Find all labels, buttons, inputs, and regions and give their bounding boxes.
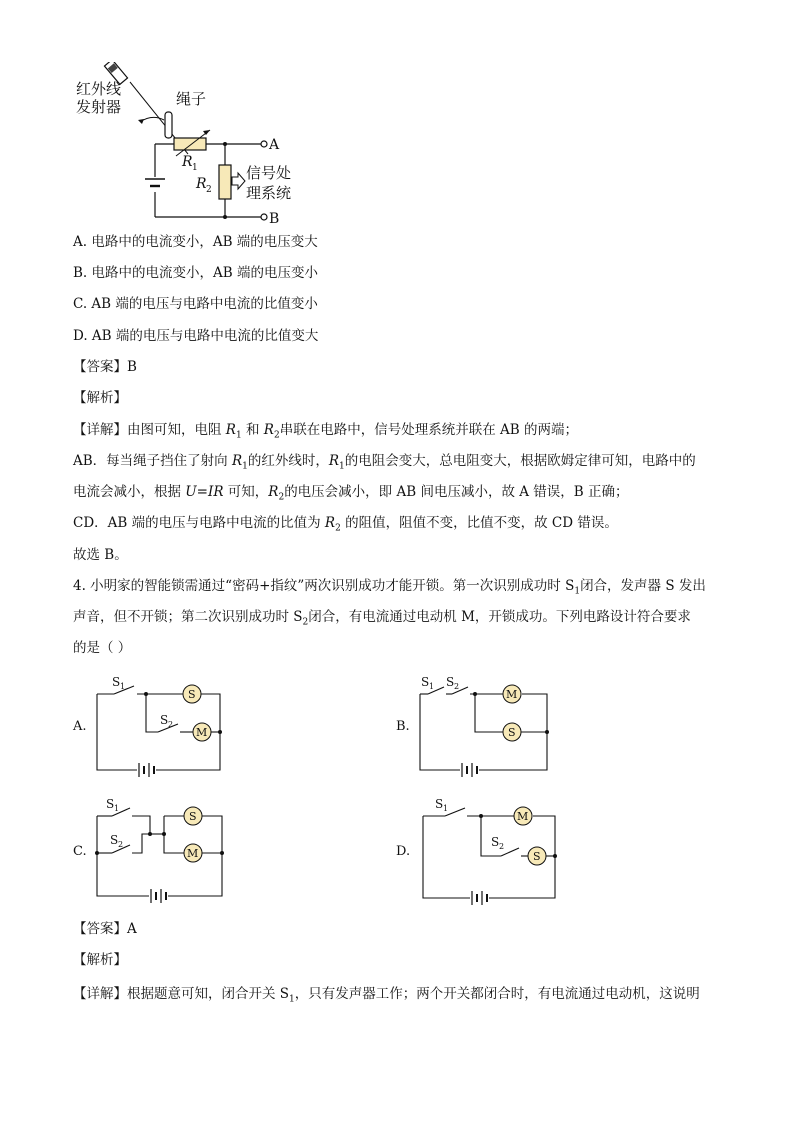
circuit-c-diagram <box>92 794 232 904</box>
motor-label: M <box>517 810 529 823</box>
rope-label: 绳子 <box>176 90 207 108</box>
symbol-sub: 2 <box>273 430 280 441</box>
q4-line-3: 的是（ ） <box>73 640 132 656</box>
r2-label: R <box>196 176 207 192</box>
detail-text: 电流会减小，根据 <box>73 484 186 500</box>
signal-label-2: 理系统 <box>246 184 292 202</box>
circuit-d-diagram <box>415 794 565 906</box>
detail-line-5: 故选 B。 <box>73 547 128 563</box>
symbol-r: R <box>225 422 236 438</box>
motor-label: M <box>196 726 208 739</box>
terminal-a-label: A <box>269 137 280 153</box>
switch-label: S <box>421 675 430 689</box>
r2-sub: 2 <box>206 185 212 195</box>
option-b: B. 电路中的电流变小，AB 端的电压变小 <box>73 265 318 281</box>
answer-value: B <box>127 359 137 375</box>
detail-line-1 <box>73 420 578 446</box>
emitter-label-1: 红外线 <box>76 80 122 98</box>
resistor-r2-icon <box>219 165 231 199</box>
detail-text: AB．每当绳子挡住了射向 <box>73 453 232 469</box>
switch-label: S <box>160 713 169 727</box>
terminal-b-label: B <box>269 211 280 227</box>
detail-line-4 <box>73 513 618 539</box>
circuit-b-label: B. <box>396 719 410 734</box>
detail-text: 串联在电路中，信号处理系统并联在 AB 的两端； <box>279 422 578 438</box>
switch-sub: 1 <box>429 682 435 691</box>
detail-text: 可知， <box>223 484 269 500</box>
switch-label: S <box>110 833 119 847</box>
symbol-sub: 2 <box>302 617 309 628</box>
detail-line-2 <box>73 451 696 477</box>
sounder-label: S <box>533 850 541 863</box>
r1-sub: 1 <box>192 163 198 173</box>
option-a: A. 电路中的电流变小，AB 端的电压变大 <box>73 234 318 250</box>
switch-label: S <box>446 675 455 689</box>
sounder-label: S <box>188 688 196 701</box>
switch-sub: 2 <box>118 840 124 849</box>
detail-label: 【详解】 <box>73 986 127 1002</box>
symbol-sub: 1 <box>289 994 295 1005</box>
detail-text: 的电压会减小，即 AB 间电压减小，故 A 错误，B 正确； <box>284 484 629 500</box>
sounder-label: S <box>508 726 516 739</box>
symbol-r: R <box>231 453 243 469</box>
symbol-r: R <box>324 515 336 531</box>
detail-label: 【详解】 <box>73 422 127 438</box>
resistor-r1-icon <box>174 138 206 150</box>
switch-label: S <box>112 675 121 689</box>
answer-q4 <box>73 919 137 939</box>
switch-sub: 1 <box>443 804 449 813</box>
q4-text: 声音，但不开锁；第二次识别成功时 S <box>73 609 303 625</box>
r1-label: R <box>182 154 193 170</box>
option-c: C. AB 端的电压与电路中电流的比值变小 <box>73 296 318 312</box>
analysis-label: 【解析】 <box>73 390 127 406</box>
switch-sub: 1 <box>114 804 120 813</box>
answer-label: 【答案】 <box>73 921 127 937</box>
symbol-sub: 1 <box>242 461 248 472</box>
symbol-sub: 1 <box>574 586 581 597</box>
q4-text: 闭合，发声器 S 发出 <box>580 578 706 594</box>
signal-arrow-icon <box>232 173 245 189</box>
circuit-b-diagram <box>415 672 555 777</box>
detail-q4-line-1 <box>73 984 700 1010</box>
symbol-sub: 1 <box>339 461 345 472</box>
switch-sub: 1 <box>120 682 126 691</box>
detail-text: 和 <box>241 422 264 438</box>
detail-text: 的电阻会变大，总电阻变大，根据欧姆定律可知，电路中的 <box>344 453 696 469</box>
q4-line-2 <box>73 607 691 633</box>
detail-text: 由图可知，电阻 <box>127 422 226 438</box>
q4-line-1 <box>73 576 706 602</box>
switch-label: S <box>106 797 115 811</box>
detail-text: ，只有发声器工作；两个开关都闭合时，有电流通过电动机，这说明 <box>294 986 700 1002</box>
symbol-sub: 1 <box>235 430 242 441</box>
detail-text: CD．AB 端的电压与电路中电流的比值为 <box>73 515 325 531</box>
symbol-r: R <box>328 453 340 469</box>
q4-text: 闭合，有电流通过电动机 M，开锁成功。下列电路设计符合要求 <box>308 609 691 625</box>
option-d: D. AB 端的电压与电路中电流的比值变大 <box>73 328 319 344</box>
analysis-label-q4: 【解析】 <box>73 952 127 968</box>
rope-icon <box>165 112 172 138</box>
emitter-label-2: 发射器 <box>76 98 122 116</box>
detail-text: 根据题意可知，闭合开关 S <box>127 986 290 1002</box>
switch-sub: 2 <box>454 682 460 691</box>
motor-label: M <box>187 847 199 860</box>
infrared-circuit-diagram <box>70 62 310 232</box>
detail-line-3 <box>73 482 628 508</box>
circuit-a-label: A. <box>73 719 87 734</box>
signal-label-1: 信号处 <box>246 164 292 182</box>
circuit-d-label: D. <box>396 844 411 859</box>
detail-text: 的阻值，阻值不变，比值不变，故 CD 错误。 <box>340 515 618 531</box>
answer-value: A <box>127 921 137 937</box>
switch-label: S <box>491 835 500 849</box>
switch-sub: 2 <box>168 720 174 729</box>
formula: U=IR <box>185 484 224 500</box>
switch-label: S <box>435 797 444 811</box>
answer-label: 【答案】 <box>73 359 127 375</box>
switch-sub: 2 <box>499 842 505 851</box>
sounder-label: S <box>189 810 197 823</box>
symbol-sub: 2 <box>335 523 341 534</box>
circuit-a-diagram <box>92 672 232 777</box>
symbol-sub: 2 <box>278 492 285 503</box>
circuit-c-label: C. <box>73 844 87 859</box>
symbol-r: R <box>268 484 279 500</box>
answer-q3 <box>73 357 137 377</box>
detail-text: 的红外线时， <box>247 453 329 469</box>
q4-text: 4. 小明家的智能锁需通过“密码+指纹”两次识别成功才能开锁。第一次识别成功时 S <box>73 578 575 594</box>
motor-label: M <box>506 688 518 701</box>
symbol-r: R <box>263 422 274 438</box>
